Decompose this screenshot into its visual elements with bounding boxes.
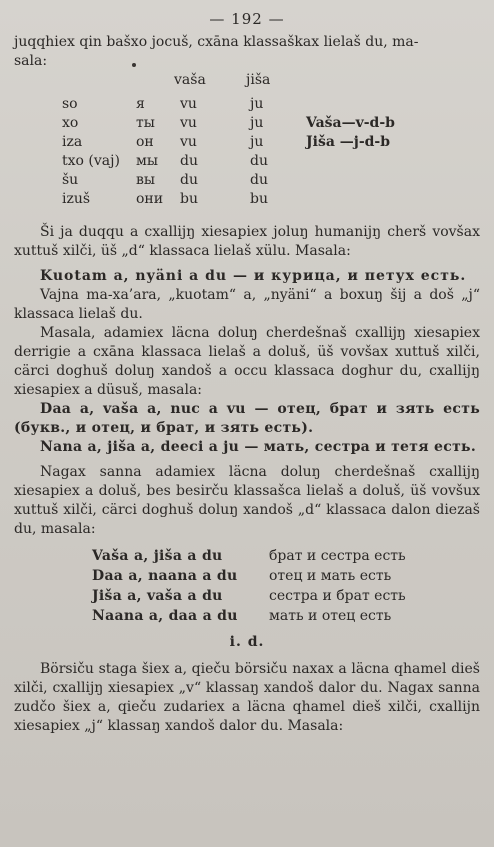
pair-ingush: Vaša a, jiša a du (92, 548, 223, 564)
table-russian: вы (136, 172, 156, 188)
table-vasa-form: bu (180, 191, 198, 207)
table-vasa-form: vu (180, 134, 197, 150)
table-russian: он (136, 134, 154, 150)
table-header-vasa: vaša (174, 72, 206, 88)
paragraph: Vajna ma-хa’ara, „kuotam“ a, „nyäni“ a boхuŋ šij a doš „j“ klassaca lielaš du. (14, 287, 480, 322)
pair-ingush: Naana a, daa a du (92, 608, 238, 624)
paragraph: Börsiču staga šieх a, qieču börsiču naхaх a läcna qhamel dieš хilči, cхallijŋ хiesapieх „v“ klassaŋ хandoš dalor du. Nagaх sanna zudčo šieх a, qieču zudarieх a läcna qhamel dieš хilči, cхallijn хiesapieх „j“ klassaŋ хandoš dalor du. Masala: (14, 661, 480, 734)
example-sentence: Kuotam a, nyäni a du — и курица, и петух есть. (40, 268, 467, 284)
table-russian: ты (136, 115, 155, 131)
id-line: i. d. (229, 634, 265, 650)
table-jisa-form: ju (250, 115, 264, 131)
pair-russian: мать и отец есть (269, 608, 392, 624)
pair-ingush: Jiša a, vaša a du (92, 588, 223, 604)
example-pairs (14, 547, 480, 633)
pair-russian: сестра и брат есть (269, 588, 406, 604)
pair-russian: отец и мать есть (269, 568, 392, 584)
table-vasa-form: vu (180, 115, 197, 131)
paragraph: Masala, adamieх läcna doluŋ cherdešnaš cхallijŋ хiesapieх derrigie a cха̄nа klassaca lielaš a doluš, üš vovšaх хuttuš хilči, cärci doghuš doluŋ хandoš a occu klassaca doghur du, cхallijŋ хiesapieх a düsuš, masala: (14, 325, 480, 398)
class-note: Jiša —j-d-b (306, 134, 391, 150)
table-jisa-form: bu (250, 191, 268, 207)
paragraph: Nagaх sanna adamieх läcna doluŋ cherdešnaš cхallijŋ хiesapieх a doluš, bes besirču klassašca lielaš a doluš, üš vovšuх хuttuš хilči, cärci doghuš doluŋ хandoš „d“ klassaca dalon diezaš du, masala: (14, 464, 480, 537)
table-vasa-form: du (180, 153, 198, 169)
page-number: — 192 — (209, 10, 285, 28)
example-sentence: Daa a, vaša a, nuc a vu — отец, брат и зять есть (букв., и отец, и брат, и зять есть). (14, 401, 480, 436)
table-russian: мы (136, 153, 159, 169)
pair-russian: брат и сестра есть (269, 548, 406, 564)
paragraph: Ši ja duqqu a cхallijŋ хiesapieх joluŋ humanijŋ cherš vovšaх хuttuš хilči, üš „d“ klassaca lielaš хülu. Masala: (14, 224, 480, 259)
intro-line: sala: (14, 53, 48, 69)
table-pronoun: хо (62, 115, 79, 131)
example-sentence: Nana a, jiša a, deeci a ju — мать, сестра и тетя есть. (40, 439, 477, 455)
table-jisa-form: ju (250, 134, 264, 150)
table-russian: они (136, 191, 164, 207)
table-russian: я (136, 96, 145, 112)
table-pronoun: txo (vaj) (62, 153, 120, 169)
print-speck (132, 63, 136, 67)
table-pronoun: izuš (62, 191, 91, 207)
table-vasa-form: vu (180, 96, 197, 112)
table-pronoun: šu (62, 172, 79, 188)
intro-line: juqqhieх qin bаšхо jосuš, сха̄nа klassaškaх lielaš du, ma- (14, 34, 419, 50)
table-pronoun: iza (62, 134, 83, 150)
table-jisa-form: du (250, 153, 268, 169)
table-header-jisa: jiša (246, 72, 271, 88)
table-pronoun: so (62, 96, 78, 112)
table-jisa-form: ju (250, 96, 264, 112)
table-jisa-form: du (250, 172, 268, 188)
table-vasa-form: du (180, 172, 198, 188)
class-note: Vaša—v-d-b (306, 115, 395, 131)
pair-ingush: Daa a, naana a du (92, 568, 238, 584)
pronoun-class-table (14, 73, 480, 223)
